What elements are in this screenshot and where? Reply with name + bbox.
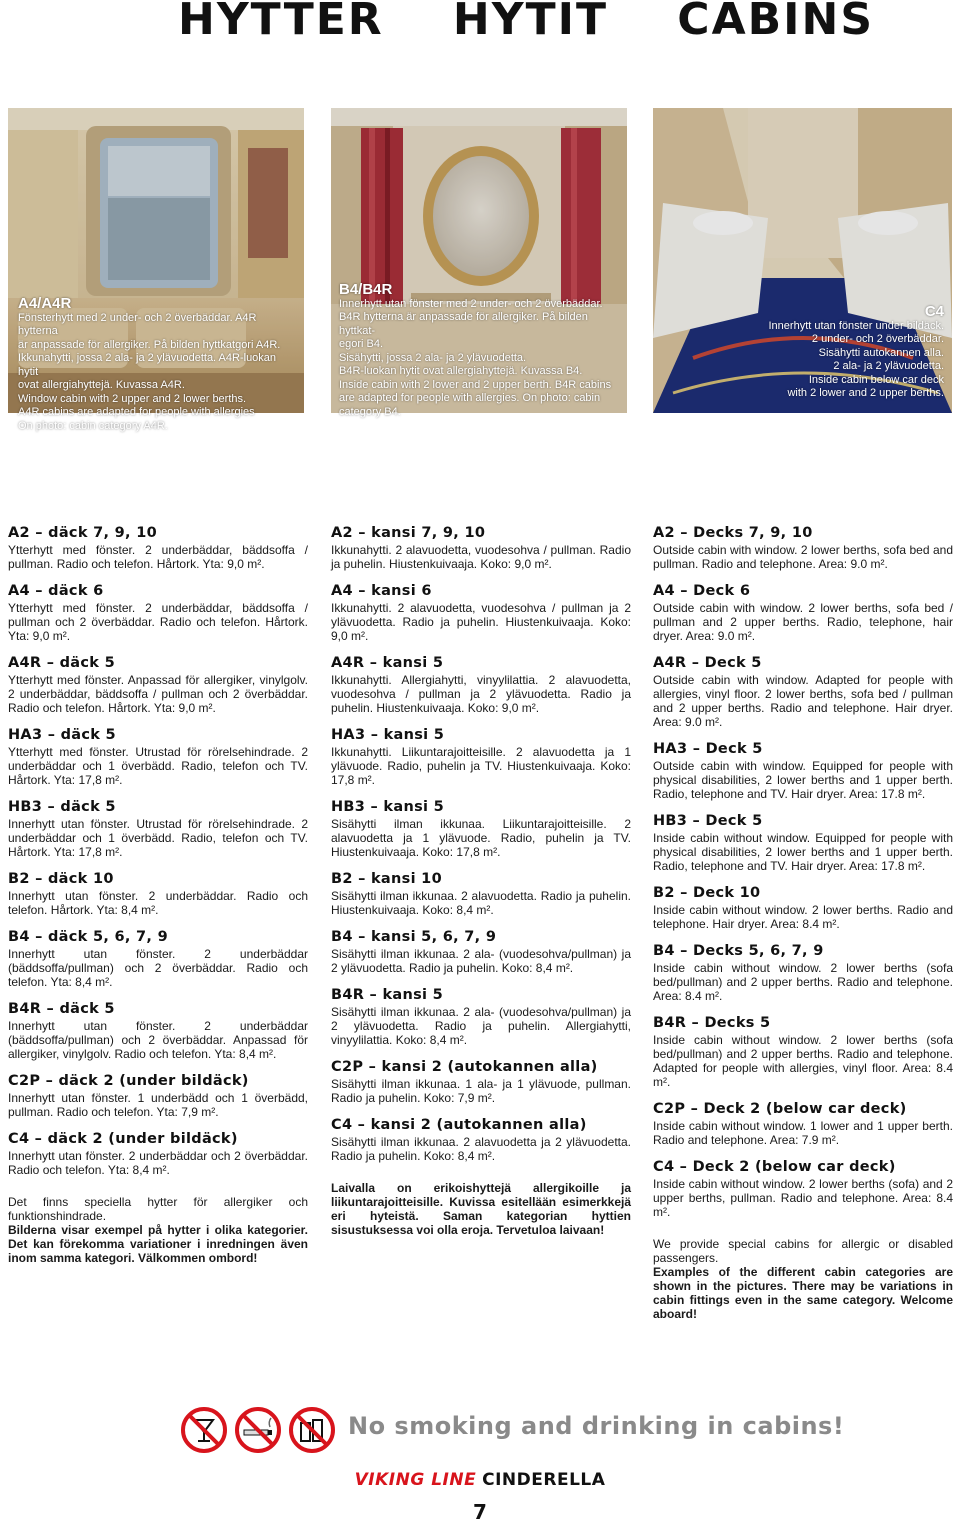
column-footer-note: Det finns speciella hytter för allergiker och funktionshindrade.	[8, 1195, 308, 1223]
caption-line: är anpassade för allergiker. På bilden hyttkatgori A4R.	[18, 338, 281, 351]
entry-text: Outside cabin with window. Equipped for people with physical disabilities, 2 lower berths and 1 upper berth. Radio, telephone and TV. Hair dryer. Area: 17.8 m².	[653, 759, 953, 801]
column-footer-bold: Examples of the different cabin categories are shown in the pictures. There may be variations in cabin fittings even in the same category. Welcome aboard!	[653, 1265, 953, 1321]
entry-title: A2 – däck 7, 9, 10	[8, 525, 157, 541]
cabin-entry	[653, 1101, 953, 1147]
entry-title: HB3 – kansi 5	[331, 799, 445, 815]
caption-line: Inside cabin with 2 lower and 2 upper berth. B4R cabins	[339, 378, 612, 391]
caption-line: Ikkunahytti, jossa 2 ala- ja 2 ylävuodetta. A4R-luokan hytit	[18, 352, 277, 378]
caption-line: with 2 lower and 2 upper berths.	[787, 387, 944, 399]
entry-title: C2P – däck 2 (under bildäck)	[8, 1073, 249, 1089]
cabin-entry	[8, 655, 308, 715]
brand-logo	[0, 1470, 960, 1490]
no-drinks-icon	[288, 1406, 336, 1454]
caption-line: 2 ala- ja 2 ylävuodetta.	[833, 360, 944, 372]
caption-line: On photo: cabin category A4R.	[18, 419, 168, 432]
entry-title: HB3 – däck 5	[8, 799, 116, 815]
caption-line: Fönsterhytt med 2 under- och 2 överbäddar. A4R hytterna	[18, 311, 257, 337]
cabin-entry	[653, 655, 953, 729]
entry-title: B4R – Decks 5	[653, 1015, 771, 1031]
entry-text: Inside cabin without window. 2 lower berths (sofa bed/pullman) and 2 upper berths. Radio and telephone. Adapted for people with allergies, vinyl floor. Area: 8.4 m².	[653, 1033, 953, 1089]
entry-text: Ikkunahytti. Liikuntarajoitteisille. 2 alavuodetta ja 1 ylävuode. Radio, puhelin ja TV. Hiustenkuivaaja. Koko: 17,8 m².	[331, 745, 631, 787]
cabin-entry	[8, 583, 308, 643]
column-swedish	[8, 525, 308, 1265]
entry-text: Innerhytt utan fönster. 1 underbädd och 1 överbädd, pullman. Radio och telefon. Yta: 7,9 m².	[8, 1091, 308, 1119]
entry-text: Innerhytt utan fönster. 2 underbäddar (bäddsoffa/pullman) och 2 överbäddar. Radio och telefon. Yta: 8,4 m².	[8, 947, 308, 989]
entry-text: Inside cabin without window. 1 lower and 1 upper berth. Radio and telephone. Area: 7.9 m².	[653, 1119, 953, 1147]
caption-line: Innerhytt utan fönster under bildäck.	[768, 319, 944, 332]
caption-line: B4R-luokan hytit ovat allergiahyttejä. Kuvassa B4.	[339, 365, 583, 377]
entry-text: Sisähytti ilman ikkunaa. 2 ala- (vuodesohva/pullman) ja 2 ylävuodetta. Radio ja puhelin. Allergiahytti, vinyylilattia. Koko: 8,4 m².	[331, 1005, 631, 1047]
brand-viking-line: VIKING LINE	[354, 1470, 477, 1490]
cabin-photo-b4	[331, 108, 627, 418]
entry-title: HA3 – Deck 5	[653, 741, 763, 757]
cabin-entry	[8, 525, 308, 571]
caption-line: Sisähytti autokannen alla.	[818, 346, 944, 359]
caption-line: Inside cabin below car deck	[808, 373, 944, 386]
entry-title: A4R – Deck 5	[653, 655, 762, 671]
entry-text: Innerhytt utan fönster. 2 underbäddar. Radio och telefon. Hårtork. Yta: 8,4 m².	[8, 889, 308, 917]
cabin-entry	[8, 1001, 308, 1061]
entry-text: Ikkunahytti. Allergiahytti, vinyylilattia. 2 alavuodetta, vuodesohva / pullman ja 2 ylävuodetta. Radio ja puhelin. Hiustenkuivaaja. Koko: 9,0 m².	[331, 673, 631, 715]
entry-title: B2 – Deck 10	[653, 885, 761, 901]
cabin-entry	[8, 727, 308, 787]
cabin-entry	[653, 1159, 953, 1219]
entry-text: Innerhytt utan fönster. 2 underbäddar och 2 överbäddar. Radio och telefon. Yta: 8,4 m².	[8, 1149, 308, 1177]
entry-text: Sisähytti ilman ikkunaa. Liikuntarajoitteisille. 2 alavuodetta ja 1 ylävuode. Radio, puhelin ja TV. Hiustenkuivaaja. Koko: 17,8 m².	[331, 817, 631, 859]
entry-text: Outside cabin with window. 2 lower berths, sofa bed and pullman. Radio and telephone. Area: 9.0 m².	[653, 543, 953, 571]
cabin-entry	[8, 871, 308, 917]
cabin-entry	[331, 525, 631, 571]
page-title: HYTTER HYTIT CABINS	[178, 0, 875, 45]
cabin-entry	[8, 929, 308, 989]
caption-line: Sisähytti, jossa 2 ala- ja 2 ylävuodetta.	[339, 351, 527, 364]
caption-line: egori B4.	[339, 338, 384, 350]
entry-title: C4 – kansi 2 (autokannen alla)	[331, 1117, 587, 1133]
photo-caption-a4	[18, 297, 298, 433]
column-english	[653, 525, 953, 1321]
cabin-entry	[331, 987, 631, 1047]
cabin-entry	[331, 655, 631, 715]
entry-title: HB3 – Deck 5	[653, 813, 763, 829]
entry-title: A2 – Decks 7, 9, 10	[653, 525, 813, 541]
cabin-entry	[331, 727, 631, 787]
cabin-entry	[653, 583, 953, 643]
entry-title: C2P – kansi 2 (autokannen alla)	[331, 1059, 598, 1075]
cabin-entry	[331, 871, 631, 917]
no-drinking-icon	[180, 1406, 228, 1454]
entry-title: A2 – kansi 7, 9, 10	[331, 525, 486, 541]
entry-title: HA3 – kansi 5	[331, 727, 445, 743]
entry-text: Ytterhytt med fönster. 2 underbäddar, bäddsoffa / pullman. Radio och telefon. Hårtork. Yta: 9,0 m².	[8, 543, 308, 571]
cabin-entry	[331, 1059, 631, 1105]
cabin-entry	[8, 799, 308, 859]
column-footer-bold: Laivalla on erikoishyttejä allergikoille ja liikuntarajoitteisille. Kuvissa esitellään esimerkkejä eri hyteistä. Saman kategorian hyttien sisustuksessa voi olla eroja. Tervetuloa laivaan!	[331, 1181, 631, 1237]
entry-title: B4 – däck 5, 6, 7, 9	[8, 929, 168, 945]
cabin-entry	[8, 1073, 308, 1119]
entry-text: Innerhytt utan fönster. 2 underbäddar (bäddsoffa/pullman) och 2 överbäddar. Anpassad för allergiker, vinylgolv. Radio och telefon. Yta: 8,4 m².	[8, 1019, 308, 1061]
cabin-entry	[653, 525, 953, 571]
entry-title: HA3 – däck 5	[8, 727, 116, 743]
entry-title: A4R – däck 5	[8, 655, 115, 671]
entry-text: Outside cabin with window. Adapted for people with allergies, vinyl floor. 2 lower berths, sofa bed / pullman and 2 upper berths. Radio and telephone. Hair dryer. Area: 9.0 m².	[653, 673, 953, 729]
no-smoking-icon	[234, 1406, 282, 1454]
entry-text: Ytterhytt med fönster. Utrustad för rörelsehindrade. 2 underbäddar och 1 överbädd. Radio, telefon och TV. Hårtork. Yta: 17,8 m².	[8, 745, 308, 787]
entry-text: Outside cabin with window. 2 lower berths, sofa bed / pullman and 2 upper berths. Radio, telephone, hair dryer. Area: 9.0 m².	[653, 601, 953, 643]
cabin-photo-a4	[8, 108, 304, 432]
cabin-entry	[653, 885, 953, 931]
brand-ship-name: CINDERELLA	[482, 1470, 606, 1490]
cabin-photo-c4	[653, 108, 952, 413]
entry-title: C4 – Deck 2 (below car deck)	[653, 1159, 896, 1175]
entry-text: Ikkunahytti. 2 alavuodetta, vuodesohva / pullman ja 2 ylävuodetta. Radio ja puhelin. Hiustenkuivaaja. Koko: 9,0 m².	[331, 601, 631, 643]
entry-title: B4R – kansi 5	[331, 987, 444, 1003]
entry-text: Inside cabin without window. 2 lower berths. Radio and telephone. Hair dryer. Area: 8.4 m².	[653, 903, 953, 931]
entry-text: Innerhytt utan fönster. Utrustad för rörelsehindrade. 2 underbäddar och 1 överbädd. Radio, telefon och TV. Hårtork. Yta: 17,8 m².	[8, 817, 308, 859]
cabin-entry	[331, 1117, 631, 1163]
caption-title: B4/B4R	[339, 281, 393, 298]
entry-title: A4R – kansi 5	[331, 655, 444, 671]
entry-text: Sisähytti ilman ikkunaa. 2 alavuodetta. Radio ja puhelin. Hiustenkuivaaja. Koko: 8,4 m².	[331, 889, 631, 917]
entry-text: Sisähytti ilman ikkunaa. 1 ala- ja 1 ylävuode, pullman. Radio ja puhelin. Koko: 7,9 m².	[331, 1077, 631, 1105]
caption-line: 2 under- och 2 överbäddar.	[811, 333, 944, 345]
cabin-entry	[653, 943, 953, 1003]
entry-title: B2 – däck 10	[8, 871, 114, 887]
entry-text: Ikkunahytti. 2 alavuodetta, vuodesohva / pullman. Radio ja puhelin. Hiustenkuivaaja. Koko: 9,0 m².	[331, 543, 631, 571]
caption-line: category B4.	[339, 405, 401, 418]
photo-caption-c4	[744, 305, 944, 401]
entry-text: Inside cabin without window. 2 lower berths (sofa bed/pullman) and 2 upper berths. Radio and telephone. Area: 8.4 m².	[653, 961, 953, 1003]
entry-title: B4 – Decks 5, 6, 7, 9	[653, 943, 824, 959]
entry-text: Ytterhytt med fönster. 2 underbäddar, bäddsoffa / pullman och 2 överbäddar. Radio och telefon. Hårtork. Yta: 9,0 m².	[8, 601, 308, 643]
column-footer-bold: Bilderna visar exempel på hytter i olika kategorier. Det kan förekomma variationer i inredningen även inom samma kategori. Välkommen ombord!	[8, 1223, 308, 1265]
cabin-entry	[653, 813, 953, 873]
column-finnish	[331, 525, 631, 1237]
caption-line: ovat allergiahyttejä. Kuvassa A4R.	[18, 379, 185, 391]
entry-title: B4 – kansi 5, 6, 7, 9	[331, 929, 497, 945]
entry-text: Sisähytti ilman ikkunaa. 2 ala- (vuodesohva/pullman) ja 2 ylävuodetta. Radio ja puhelin. Koko: 8,4 m².	[331, 947, 631, 975]
entry-title: A4 – däck 6	[8, 583, 104, 599]
entry-text: Ytterhytt med fönster. Anpassad för allergiker, vinylgolv. 2 underbäddar, bäddsoffa / pullman och 2 överbäddar. Radio och telefon. Hårtork. Yta: 9,0 m².	[8, 673, 308, 715]
entry-title: C2P – Deck 2 (below car deck)	[653, 1101, 907, 1117]
caption-line: Innerhytt utan fönster med 2 under- och 2 överbäddar.	[339, 297, 603, 310]
column-footer-note: We provide special cabins for allergic or disabled passengers.	[653, 1237, 953, 1265]
photo-caption-b4	[339, 283, 614, 419]
entry-title: A4 – Deck 6	[653, 583, 751, 599]
caption-line: are adapted for people with allergies. On photo: cabin	[339, 392, 601, 404]
caption-title: A4/A4R	[18, 295, 72, 312]
entry-title: B2 – kansi 10	[331, 871, 442, 887]
entry-title: A4 – kansi 6	[331, 583, 432, 599]
cabin-entry	[331, 929, 631, 975]
caption-line: Window cabin with 2 upper and 2 lower berths.	[18, 392, 247, 405]
cabin-entry	[653, 741, 953, 801]
entry-title: C4 – däck 2 (under bildäck)	[8, 1131, 238, 1147]
caption-title: C4	[924, 303, 944, 320]
cabin-entry	[331, 583, 631, 643]
cabin-entry	[331, 799, 631, 859]
caption-line: B4R hytterna är anpassade för allergiker. På bilden hyttkat-	[339, 311, 588, 337]
entry-title: B4R – däck 5	[8, 1001, 115, 1017]
cabin-entry	[653, 1015, 953, 1089]
no-smoking-notice	[180, 1406, 845, 1454]
entry-text: Inside cabin without window. Equipped for people with physical disabilities, 2 lower berths and 1 upper berth. Radio, telephone and TV. Hair dryer. Area: 17.8 m².	[653, 831, 953, 873]
entry-text: Sisähytti ilman ikkunaa. 2 alavuodetta ja 2 ylävuodetta. Radio ja puhelin. Koko: 8,4 m².	[331, 1135, 631, 1163]
caption-line: A4R cabins are adapted for people with allergies	[18, 406, 255, 418]
no-smoking-text: No smoking and drinking in cabins!	[348, 1412, 845, 1440]
entry-text: Inside cabin without window. 2 lower berths (sofa) and 2 upper berths, pullman. Radio and telephone. Area: 8.4 m².	[653, 1177, 953, 1219]
cabin-entry	[8, 1131, 308, 1177]
page-number: 7	[473, 1500, 487, 1524]
